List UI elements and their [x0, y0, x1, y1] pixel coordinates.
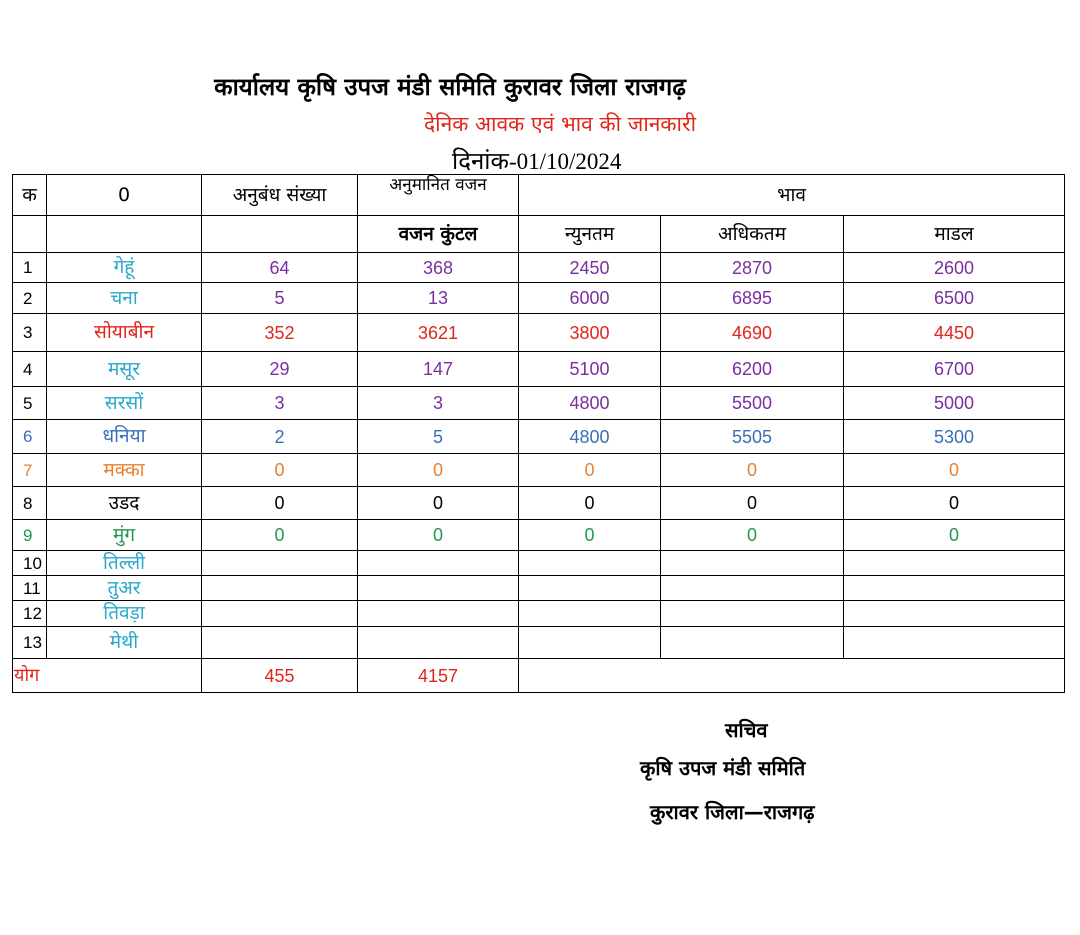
table-row	[13, 601, 1065, 627]
header-max-price: अधिकतम	[661, 216, 844, 253]
row-min: 0	[519, 520, 661, 551]
row-contracts: 0	[202, 487, 358, 520]
row-modal	[844, 601, 1065, 627]
row-crop: चना	[47, 283, 202, 314]
row-crop: मसूर	[47, 352, 202, 387]
row-sno: 13	[13, 627, 47, 659]
row-min: 4800	[519, 387, 661, 420]
row-crop: सोयाबीन	[47, 314, 202, 352]
row-crop: मुंग	[47, 520, 202, 551]
row-modal: 2600	[844, 253, 1065, 283]
row-crop: मेथी	[47, 627, 202, 659]
row-max	[661, 576, 844, 601]
row-weight: 5	[358, 420, 519, 454]
row-max	[661, 551, 844, 576]
row-sno: 11	[13, 576, 47, 601]
row-weight: 0	[358, 454, 519, 487]
row-min: 2450	[519, 253, 661, 283]
row-weight: 3	[358, 387, 519, 420]
date-label: दिनांक	[452, 147, 509, 175]
row-modal	[844, 551, 1065, 576]
row-contracts: 5	[202, 283, 358, 314]
row-weight	[358, 627, 519, 659]
row-modal: 6500	[844, 283, 1065, 314]
row-max: 0	[661, 520, 844, 551]
header-row-2	[13, 216, 1065, 253]
row-crop: धनिया	[47, 420, 202, 454]
row-min: 0	[519, 487, 661, 520]
mandi-rates-table	[12, 174, 1065, 693]
total-contracts: 455	[202, 659, 358, 693]
row-modal: 0	[844, 487, 1065, 520]
row-contracts: 3	[202, 387, 358, 420]
header-contract-count: अनुबंध संख्या	[202, 175, 358, 216]
header-crop: 0	[47, 175, 202, 216]
row-sno: 10	[13, 551, 47, 576]
row-weight: 0	[358, 487, 519, 520]
header-row-1	[13, 175, 1065, 216]
row-contracts	[202, 627, 358, 659]
row-contracts: 352	[202, 314, 358, 352]
row-sno: 9	[13, 520, 47, 551]
row-min: 5100	[519, 352, 661, 387]
signature-location: कुरावर जिला—राजगढ़	[650, 800, 815, 824]
row-contracts	[202, 601, 358, 627]
row-weight	[358, 551, 519, 576]
row-sno: 7	[13, 454, 47, 487]
signature-designation: सचिव	[725, 718, 768, 742]
row-sno: 4	[13, 352, 47, 387]
total-weight: 4157	[358, 659, 519, 693]
row-sno: 8	[13, 487, 47, 520]
date-value: -01/10/2024	[508, 149, 622, 174]
row-max	[661, 601, 844, 627]
report-subtitle: देनिक आवक एवं भाव की जानकारी	[423, 112, 697, 136]
row-max: 4690	[661, 314, 844, 352]
header-modal-price: माडल	[844, 216, 1065, 253]
row-contracts: 2	[202, 420, 358, 454]
signature-org: कृषि उपज मंडी समिति	[640, 756, 806, 780]
row-sno: 3	[13, 314, 47, 352]
row-min: 6000	[519, 283, 661, 314]
table-row	[13, 551, 1065, 576]
row-crop: गेहूं	[47, 253, 202, 283]
table-row	[13, 627, 1065, 659]
row-modal: 6700	[844, 352, 1065, 387]
table-row	[13, 576, 1065, 601]
row-min	[519, 627, 661, 659]
row-sno: 5	[13, 387, 47, 420]
row-contracts: 64	[202, 253, 358, 283]
row-max: 6200	[661, 352, 844, 387]
row-weight	[358, 601, 519, 627]
row-crop: तुअर	[47, 576, 202, 601]
table-row	[13, 253, 1065, 283]
row-modal: 0	[844, 454, 1065, 487]
row-sno: 1	[13, 253, 47, 283]
row-weight: 13	[358, 283, 519, 314]
header-sno: क	[13, 175, 47, 216]
row-min: 0	[519, 454, 661, 487]
table-row	[13, 352, 1065, 387]
row-min	[519, 601, 661, 627]
row-min	[519, 576, 661, 601]
header-price: भाव	[519, 175, 1065, 216]
row-contracts: 0	[202, 454, 358, 487]
total-blank	[519, 659, 1065, 693]
row-min	[519, 551, 661, 576]
table-row	[13, 487, 1065, 520]
row-contracts: 29	[202, 352, 358, 387]
row-max: 0	[661, 454, 844, 487]
row-sno: 12	[13, 601, 47, 627]
header-min-price: न्युनतम	[519, 216, 661, 253]
row-modal	[844, 627, 1065, 659]
row-crop: तिवड़ा	[47, 601, 202, 627]
row-weight: 368	[358, 253, 519, 283]
row-modal: 4450	[844, 314, 1065, 352]
table-row	[13, 283, 1065, 314]
table-row	[13, 420, 1065, 454]
report-date	[452, 144, 621, 177]
row-weight: 3621	[358, 314, 519, 352]
row-modal: 5300	[844, 420, 1065, 454]
row-modal	[844, 576, 1065, 601]
row-contracts	[202, 551, 358, 576]
header-blank	[13, 216, 47, 253]
row-max: 5505	[661, 420, 844, 454]
row-weight: 0	[358, 520, 519, 551]
row-max: 0	[661, 487, 844, 520]
header-blank	[47, 216, 202, 253]
header-weight-unit: वजन कुंटल	[358, 216, 519, 253]
row-weight	[358, 576, 519, 601]
row-modal: 0	[844, 520, 1065, 551]
row-sno: 2	[13, 283, 47, 314]
row-crop: उडद	[47, 487, 202, 520]
header-blank	[202, 216, 358, 253]
row-max: 5500	[661, 387, 844, 420]
row-max	[661, 627, 844, 659]
header-estimated-weight: अनुमानित वजन	[358, 175, 519, 216]
total-row	[13, 659, 1065, 693]
row-sno: 6	[13, 420, 47, 454]
row-modal: 5000	[844, 387, 1065, 420]
table-row	[13, 454, 1065, 487]
row-crop: मक्का	[47, 454, 202, 487]
total-label: योग	[13, 659, 202, 693]
row-contracts	[202, 576, 358, 601]
row-min: 3800	[519, 314, 661, 352]
office-title: कार्यालय कृषि उपज मंडी समिति कुरावर जिला राजगढ़	[214, 73, 686, 101]
row-crop: तिल्ली	[47, 551, 202, 576]
row-crop: सरसों	[47, 387, 202, 420]
table-row	[13, 314, 1065, 352]
row-weight: 147	[358, 352, 519, 387]
table-row	[13, 387, 1065, 420]
row-max: 6895	[661, 283, 844, 314]
row-max: 2870	[661, 253, 844, 283]
table-row	[13, 520, 1065, 551]
row-min: 4800	[519, 420, 661, 454]
row-contracts: 0	[202, 520, 358, 551]
